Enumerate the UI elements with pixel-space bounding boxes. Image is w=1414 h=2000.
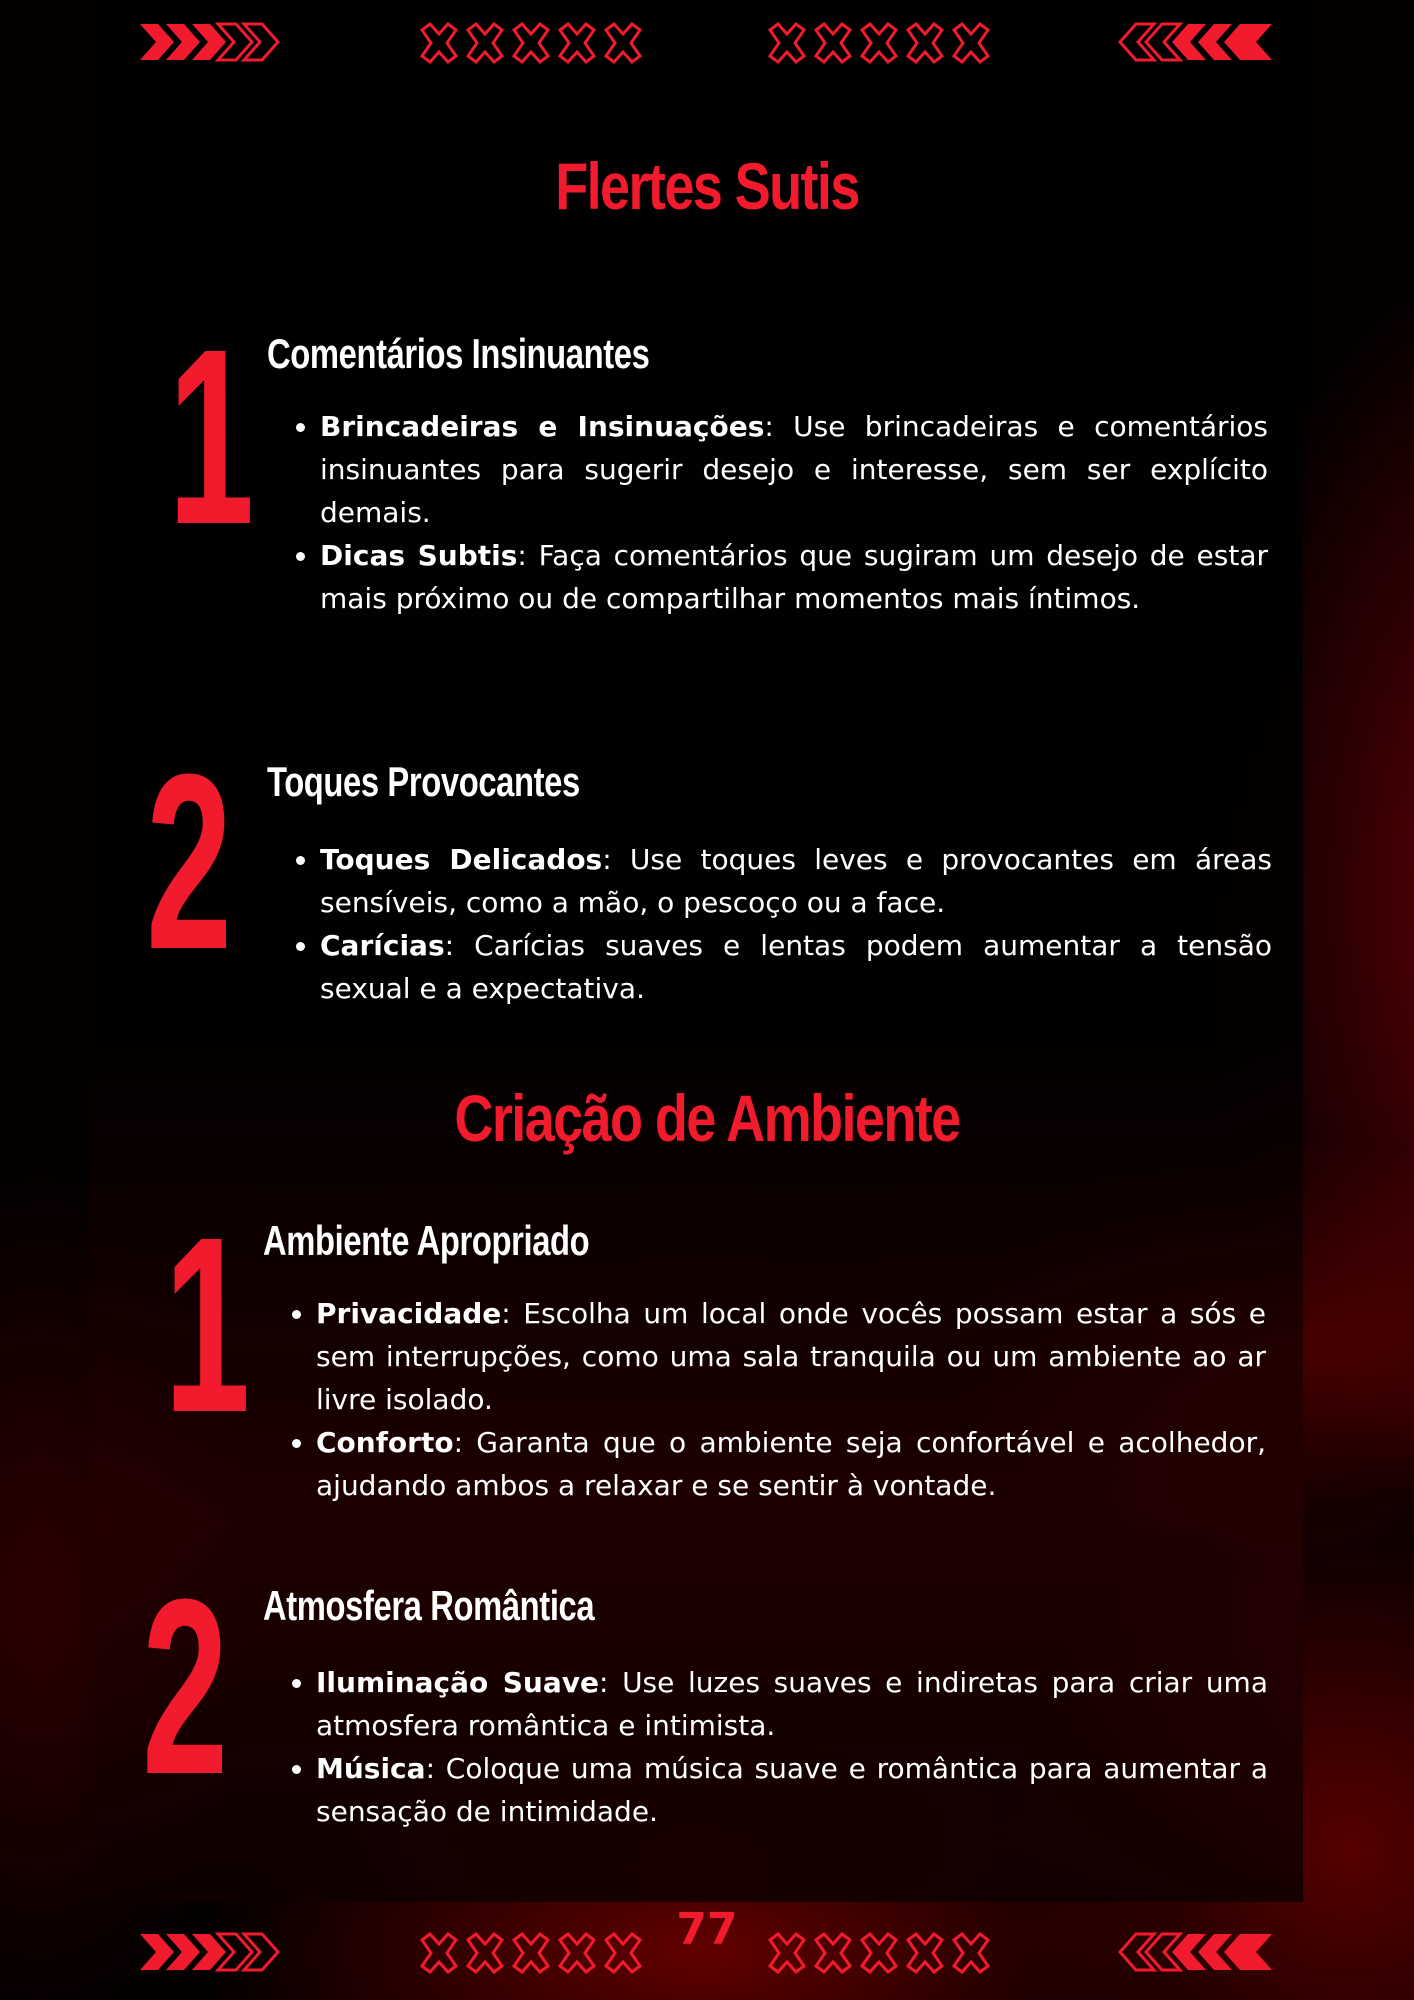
item-heading: Toques Provocantes bbox=[267, 758, 580, 805]
bullet-list bbox=[268, 405, 1268, 620]
bullet-list bbox=[268, 838, 1272, 1010]
bullet-term: Conforto bbox=[316, 1426, 454, 1459]
item-number: 2 bbox=[146, 722, 228, 1001]
crosses-icon bbox=[418, 22, 648, 64]
list-item bbox=[320, 534, 1268, 620]
bullet-text: : Use luzes suaves e indiretas para criar uma atmosfera romântica e intimista. bbox=[316, 1666, 1268, 1742]
section-title: Criação de Ambiente bbox=[454, 1081, 960, 1155]
bullet-term: Brincadeiras e Insinuações bbox=[320, 410, 765, 443]
list-item bbox=[316, 1661, 1268, 1747]
bullet-text: : Escolha um local onde vocês possam estar a sós e sem interrupções, como uma sala tranquila ou um ambiente ao ar livre isolado. bbox=[316, 1297, 1266, 1416]
bullet-text: : Use brincadeiras e comentários insinuantes para sugerir desejo e interesse, sem ser explícito demais. bbox=[320, 410, 1268, 529]
bullet-term: Carícias bbox=[320, 929, 445, 962]
item-heading: Atmosfera Romântica bbox=[263, 1582, 595, 1629]
bullet-term: Toques Delicados bbox=[320, 843, 603, 876]
item-number: 2 bbox=[142, 1547, 224, 1826]
list-item bbox=[320, 838, 1272, 924]
bullet-term: Dicas Subtis bbox=[320, 539, 518, 572]
page-number: 77 bbox=[676, 1904, 738, 1955]
bullet-list bbox=[264, 1292, 1266, 1507]
bullet-text: : Use toques leves e provocantes em áreas sensíveis, como a mão, o pescoço ou a face. bbox=[320, 843, 1272, 919]
item-heading: Comentários Insinuantes bbox=[267, 330, 650, 377]
list-item bbox=[320, 924, 1272, 1010]
item-heading: Ambiente Apropriado bbox=[263, 1217, 590, 1264]
item-number: 1 bbox=[168, 297, 250, 576]
bullet-text: : Carícias suaves e lentas podem aumentar a tensão sexual e a expectativa. bbox=[320, 929, 1272, 1005]
bullet-term: Música bbox=[316, 1752, 426, 1785]
list-item bbox=[316, 1747, 1268, 1833]
bullet-text: : Coloque uma música suave e romântica para aumentar a sensação de intimidade. bbox=[316, 1752, 1268, 1828]
item-number: 1 bbox=[164, 1185, 246, 1464]
arrows-left-icon bbox=[1114, 22, 1274, 62]
bullet-text: : Garanta que o ambiente seja confortável e acolhedor, ajudando ambos a relaxar e se sentir à vontade. bbox=[316, 1426, 1266, 1502]
arrows-right-icon bbox=[140, 22, 300, 62]
list-item bbox=[320, 405, 1268, 534]
bullet-term: Iluminação Suave bbox=[316, 1666, 599, 1699]
list-item bbox=[316, 1421, 1266, 1507]
crosses-icon bbox=[766, 22, 996, 64]
list-item bbox=[316, 1292, 1266, 1421]
top-decoration-row bbox=[0, 22, 1414, 72]
bullet-text: : Faça comentários que sugiram um desejo de estar mais próximo ou de compartilhar momentos mais íntimos. bbox=[320, 539, 1268, 615]
bullet-term: Privacidade bbox=[316, 1297, 502, 1330]
section-title: Flertes Sutis bbox=[555, 149, 859, 223]
bullet-list bbox=[264, 1661, 1268, 1833]
